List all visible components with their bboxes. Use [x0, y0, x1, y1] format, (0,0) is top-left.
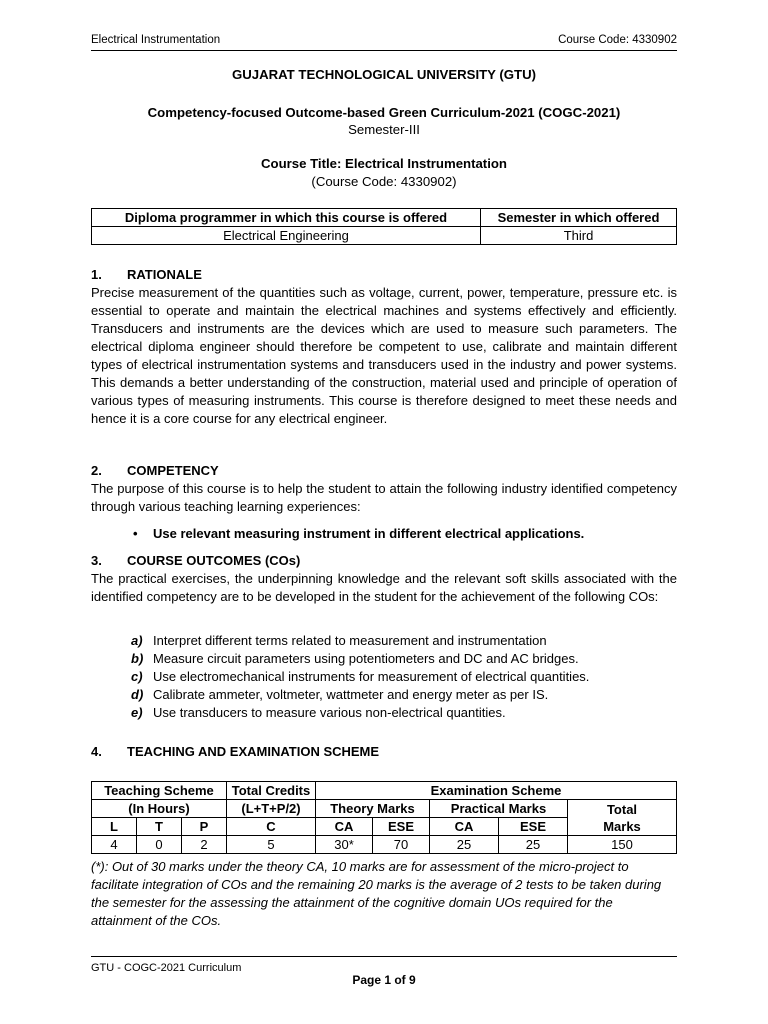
sub-header-practical-ese: ESE	[499, 818, 568, 836]
running-footer: GTU - COGC-2021 Curriculum	[91, 956, 677, 974]
page-number: Page 1 of 9	[352, 973, 416, 987]
section-title: COMPETENCY	[127, 463, 219, 478]
value-c: 5	[227, 836, 316, 854]
theory-marks-header: Theory Marks	[316, 800, 430, 818]
header-course-name: Electrical Instrumentation	[91, 34, 221, 46]
teaching-scheme-header: Teaching Scheme	[92, 782, 227, 800]
list-item-text: Use transducers to measure various non-electrical quantities.	[153, 705, 506, 720]
scheme-row-2	[92, 800, 677, 818]
header-course-code: Course Code: 4330902	[558, 34, 677, 46]
course-title: Course Title: Electrical Instrumentation	[261, 156, 507, 171]
in-hours-header: (In Hours)	[92, 800, 227, 818]
sub-header-practical-ca: CA	[430, 818, 499, 836]
list-item-key: d)	[131, 687, 144, 702]
list-item	[131, 704, 677, 722]
list-item-key: c)	[131, 669, 143, 684]
sub-header-theory-ese: ESE	[373, 818, 430, 836]
scheme-table	[91, 781, 677, 854]
program-table	[91, 208, 677, 245]
value-theory-ese: 70	[373, 836, 430, 854]
curriculum-title: Competency-focused Outcome-based Green Curriculum-2021 (COGC-2021)	[147, 105, 621, 120]
list-item-key: a)	[131, 633, 143, 648]
scheme-heading	[91, 743, 677, 761]
list-item-key: e)	[131, 705, 143, 720]
section-number: 3.	[91, 553, 102, 568]
section-title: RATIONALE	[127, 267, 202, 282]
value-total: 150	[568, 836, 677, 854]
value-t: 0	[137, 836, 182, 854]
rationale-heading	[91, 266, 677, 284]
marks-label: Marks	[603, 818, 641, 834]
program-header-cell: Diploma programmer in which this course is offered	[92, 209, 481, 227]
practical-marks-header: Practical Marks	[430, 800, 568, 818]
outcomes-heading	[91, 552, 677, 570]
list-item	[131, 668, 677, 686]
total-credits-header: Total Credits	[227, 782, 316, 800]
total-label: Total	[606, 801, 638, 817]
sub-header-c: C	[227, 818, 316, 836]
course-code: (Course Code: 4330902)	[311, 174, 457, 189]
sub-header-p: P	[182, 818, 227, 836]
competency-heading	[91, 462, 677, 480]
semester-cell: Third	[481, 227, 677, 245]
scheme-values-row	[92, 836, 677, 854]
sub-header-t: T	[137, 818, 182, 836]
list-item-text: Measure circuit parameters using potentiometers and DC and AC bridges.	[153, 651, 579, 666]
list-item-key: b)	[131, 651, 144, 666]
competency-bullet-text: Use relevant measuring instrument in different electrical applications.	[153, 526, 585, 541]
competency-text: The purpose of this course is to help the student to attain the following industry identified competency through various teaching learning experiences:	[91, 481, 677, 514]
list-item	[131, 632, 677, 650]
value-p: 2	[182, 836, 227, 854]
section-number: 4.	[91, 744, 102, 759]
value-practical-ese: 25	[499, 836, 568, 854]
section-number: 1.	[91, 267, 102, 282]
list-item-text: Calibrate ammeter, voltmeter, wattmeter and energy meter as per IS.	[153, 687, 549, 702]
total-marks-header	[568, 800, 677, 836]
section-title: TEACHING AND EXAMINATION SCHEME	[127, 744, 380, 759]
credits-formula-header: (L+T+P/2)	[227, 800, 316, 818]
list-item	[131, 686, 677, 704]
rationale-text: Precise measurement of the quantities such as voltage, current, power, temperature, pressure etc. is essential to operate and maintain the electrical machines and systems effectively and efficiently. Transducers and instruments are the devices which are used to measure such parameters. The electrical diploma engineer should therefore be competent to use, calibrate and maintain different types of electrical instrumentation systems and transducers used in the industry and power systems. This demands a better understanding of the construction, material used and principle of operation of various types of measuring instruments. This course is therefore designed to meet these needs and hence it is a core course for any electrical engineer.	[91, 285, 677, 426]
section-number: 2.	[91, 463, 102, 478]
bullet-icon: •	[133, 526, 138, 541]
list-item	[131, 650, 677, 668]
value-theory-ca: 30*	[316, 836, 373, 854]
course-outcomes-list	[131, 632, 677, 722]
scheme-row-1	[92, 782, 677, 800]
sub-header-theory-ca: CA	[316, 818, 373, 836]
section-title: COURSE OUTCOMES (COs)	[127, 553, 301, 568]
program-table-row	[92, 227, 677, 245]
list-item-text: Use electromechanical instruments for measurement of electrical quantities.	[153, 669, 590, 684]
sub-header-l: L	[92, 818, 137, 836]
value-l: 4	[92, 836, 137, 854]
university-title: GUJARAT TECHNOLOGICAL UNIVERSITY (GTU)	[231, 67, 537, 82]
competency-bullet	[133, 526, 677, 541]
list-item-text: Interpret different terms related to measurement and instrumentation	[153, 633, 547, 648]
outcomes-text: The practical exercises, the underpinning knowledge and the relevant soft skills associated with the identified competency are to be developed in the student for the achievement of the following COs:	[91, 571, 677, 604]
semester-header-cell: Semester in which offered	[481, 209, 677, 227]
scheme-note: (*): Out of 30 marks under the theory CA, 10 marks are for assessment of the micro-project to facilitate integration of COs and the remaining 20 marks is the average of 2 tests to be taken during the semester for the assessing the attainment of the cognitive domain UOs required for the attainment of the COs.	[91, 859, 662, 928]
running-header	[91, 34, 677, 51]
semester-label: Semester-III	[348, 122, 420, 137]
program-table-header	[92, 209, 677, 227]
value-practical-ca: 25	[430, 836, 499, 854]
exam-scheme-header: Examination Scheme	[316, 782, 677, 800]
program-cell: Electrical Engineering	[92, 227, 481, 245]
